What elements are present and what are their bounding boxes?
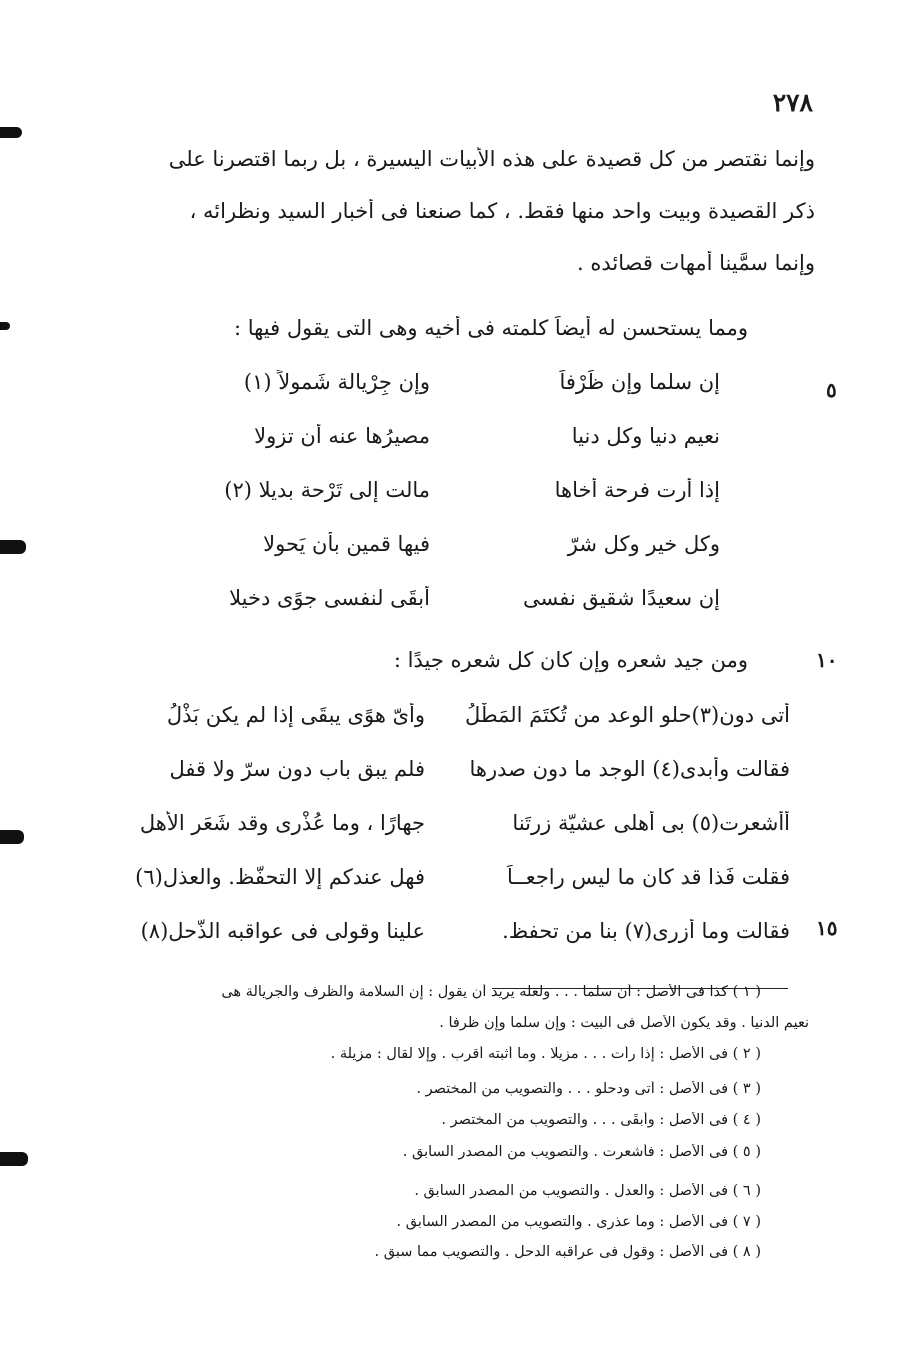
verse-first-hemistich: فقلت فَذا قد كان ما ليس راجعــاً: [506, 865, 790, 889]
footnote: ( ٤ ) فى الأصل : وأبقَى . . . والتصويب من المختصر .: [441, 1112, 761, 1128]
scan-edge-mark: [0, 830, 24, 844]
verse-second-hemistich: مصيرُها عنه أن تزولا: [254, 424, 430, 448]
verse-first-hemistich: وكل خير وكل شرّ: [567, 532, 720, 556]
verse-second-hemistich: فيها قمين بأَن يَحولا: [263, 532, 430, 556]
verse: [170, 532, 720, 586]
verse: [170, 370, 720, 424]
footnote: ( ٧ ) فى الأصل : وما عذرى . والتصويب من المصدر السابق .: [396, 1214, 761, 1230]
footnote: نعيم الدنيا . وقد يكون الأصل فى البيت : وإن سلما وإن ظرفا .: [439, 1015, 809, 1031]
intro-line: وإنما سمَّينا أُمهات قصائده .: [577, 251, 815, 275]
verse-first-hemistich: أأشعرت(٥) بى أهلى عشيّة زرتَنا: [512, 811, 790, 835]
footnote: ( ٦ ) فى الأصل : والعدل . والتصويب من المصدر السابق .: [414, 1183, 761, 1199]
section-heading: ومن جيد شعره وإن كان كل شعره جيدًا :: [393, 648, 748, 672]
verse-second-hemistich: جهارًا ، وما عُذْرى وقد شَعَر الأهل: [139, 811, 425, 835]
line-number: ١٠: [816, 648, 838, 672]
intro-line: وإنما نقتصر من كل قصيدة على هذه الأبيات اليسيرة ، بل ربما اقتصرنا على: [168, 147, 815, 171]
footnote: ( ٢ ) فى الأصل : إذا رأت . . . مزيلا . وما أثبته أقرب . وإلا لقال : مزيلة .: [330, 1046, 761, 1062]
verse-second-hemistich: فهل عندكم إلا التحفّظ. والعذل(٦): [135, 865, 425, 889]
section-heading: ومما يستحسن له أيضاً كلمته فى أخيه وهى التى يقول فيها :: [233, 316, 748, 340]
verse: [100, 919, 790, 973]
verse-first-hemistich: نعيم دنيا وكل دنيا: [571, 424, 720, 448]
verse-second-hemistich: علينا وقولى فى عواقبه الذَّحل(٨): [140, 919, 425, 943]
verse: [170, 424, 720, 478]
scan-edge-mark: [0, 1152, 28, 1166]
poem-2: [100, 703, 790, 973]
footnote: ( ٥ ) فى الأصل : فأشعرت . والتصويب من المصدر السابق .: [402, 1144, 761, 1160]
verse-second-hemistich: وإن جِرْيالة شَمولاً (١): [243, 370, 430, 394]
verse-second-hemistich: وأَىّ هوًى يبقَى إذا لم يكن بَذْلُ: [166, 703, 425, 727]
page-number: ٢٧٨: [772, 88, 813, 117]
line-number: ٥: [826, 378, 837, 402]
verse-first-hemistich: إن سعيدًا شقيق نفسى: [523, 586, 720, 610]
verse: [100, 703, 790, 757]
verse: [170, 586, 720, 640]
verse-first-hemistich: إذا أرت فرحة أخاها: [554, 478, 720, 502]
verse-second-hemistich: مالت إلى تَرْحة بديلا (٢): [224, 478, 430, 502]
verse: [170, 478, 720, 532]
scan-edge-mark: [0, 322, 10, 330]
intro-line: ذكر القصيدة وبيت واحد منها فقط. ، كما صنعنا فى أخبار السيد ونظرائه ،: [189, 199, 815, 223]
line-number: ١٥: [816, 916, 838, 940]
verse-first-hemistich: فقالت وأَبدى(٤) الوجد ما دون صدرها: [469, 757, 790, 781]
scan-edge-mark: [0, 127, 22, 138]
poem-1: [170, 370, 720, 640]
verse: [100, 865, 790, 919]
verse-first-hemistich: فقالت وما أزرى(٧) بنا من تحفظ.: [502, 919, 790, 943]
footnote: ( ٨ ) فى الأصل : وقول فى عراقبه الدحل . والتصويب مما سبق .: [374, 1244, 761, 1260]
verse: [100, 811, 790, 865]
footnote: ( ٣ ) فى الأصل : أتى ودحلو . . . والتصويب من المختصر .: [416, 1081, 761, 1097]
verse-second-hemistich: أبقَى لنفسى جوًى دخيلا: [229, 586, 430, 610]
footnote: ( ١ ) كذا فى الأصل : أن سلما . . . ولعله يريد أن يقول : إن السلامة والظرف والجريالة هى: [221, 984, 761, 1000]
verse-first-hemistich: إن سلما وإن ظَرْفاً: [559, 370, 720, 394]
scan-edge-mark: [0, 540, 26, 554]
verse-first-hemistich: أتى دون(٣)حلو الوعد من تُكتَمَ المَطْلُ: [464, 703, 790, 727]
verse: [100, 757, 790, 811]
verse-second-hemistich: فلم يبق باب دون سرّ ولا قفل: [169, 757, 425, 781]
